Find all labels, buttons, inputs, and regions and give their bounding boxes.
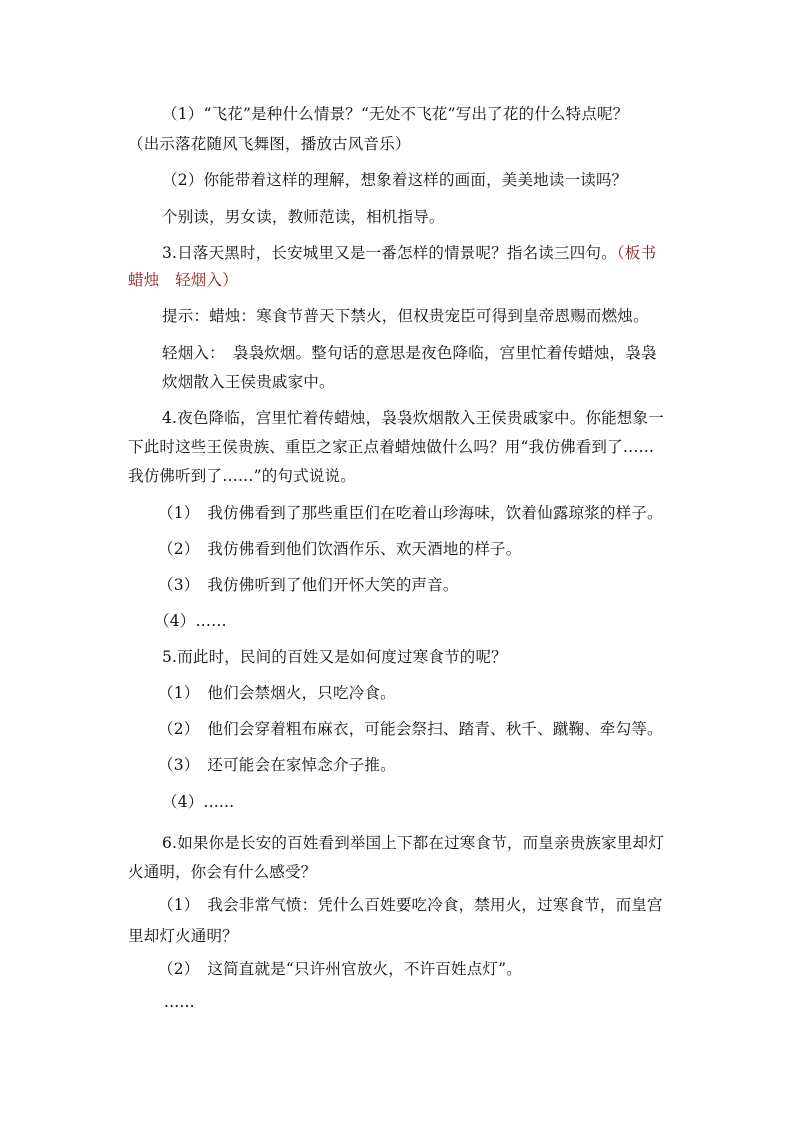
answer-6-1: （1） 我会非常气愤：凭什么百姓要吃冷食，禁用火，过寒食节，而皇宫 bbox=[158, 896, 663, 914]
step-3-question: 3.日落天黑时，长安城里又是一番怎样的情景呢？指名读三四句。 bbox=[162, 244, 617, 262]
step-5-text: 5.而此时，民间的百姓又是如何度过寒食节的呢？ bbox=[162, 648, 507, 666]
step-4-text-end: 我仿佛听到了……”的句式说说。 bbox=[128, 467, 356, 485]
board-note-content: 蜡烛 轻烟入） bbox=[128, 271, 238, 289]
question-2-text: （2）你能带着这样的理解，想象着这样的画面，美美地读一读吗？ bbox=[162, 171, 628, 189]
answer-6-2: （2） 这简直就是“只许州官放火，不许百姓点灯”。 bbox=[158, 960, 522, 978]
stage-direction-text: （出示落花随风飞舞图，播放古风音乐） bbox=[128, 135, 411, 153]
answer-4-4: （4）…… bbox=[154, 612, 227, 630]
answer-5-1: （1） 他们会禁烟火，只吃冷食。 bbox=[158, 684, 396, 702]
hint-smoke-text: 轻烟入： 袅袅炊烟。整句话的意思是夜色降临，宫里忙着传蜡烛，袅袅 bbox=[162, 344, 657, 362]
step-4-text: 4.夜色降临，宫里忙着传蜡烛，袅袅炊烟散入王侯贵戚家中。你能想象一 bbox=[162, 409, 664, 427]
hint-candle-text: 提示：蜡烛：寒食节普天下禁火，但权贵宠臣可得到皇帝恩赐而燃烛。 bbox=[162, 307, 649, 325]
reading-methods-text: 个别读，男女读，教师范读，相机指导。 bbox=[162, 208, 445, 226]
step-6-text: 6.如果你是长安的百姓看到举国上下都在过寒食节，而皇亲贵族家里却灯 bbox=[162, 834, 664, 852]
answer-5-2: （2） 他们会穿着粗布麻衣，可能会祭扫、踏青、秋千、蹴鞠、牵勾等。 bbox=[158, 720, 663, 738]
answer-5-4: （4）...... bbox=[162, 793, 235, 811]
answer-4-2: （2） 我仿佛看到他们饮酒作乐、欢天酒地的样子。 bbox=[158, 540, 522, 558]
board-note-open: （板书 bbox=[616, 244, 657, 262]
step-4-text-cont: 下此时这些王侯贵族、重臣之家正点着蜡烛做什么吗？用“我仿佛看到了…… bbox=[128, 438, 655, 456]
hint-smoke-text-cont: 炊烟散入王侯贵戚家中。 bbox=[162, 373, 335, 391]
step-3-text bbox=[162, 243, 656, 263]
answer-6-ellipsis: ...... bbox=[164, 993, 195, 1011]
answer-5-3: （3） 还可能会在家悼念介子推。 bbox=[158, 756, 396, 774]
step-6-text-cont: 火通明，你会有什么感受？ bbox=[128, 863, 317, 881]
answer-4-1: （1） 我仿佛看到了那些重臣们在吃着山珍海味，饮着仙露琼浆的样子。 bbox=[158, 504, 663, 522]
question-1-text: （1）“飞花”是种什么情景？“无处不飞花”写出了花的什么特点呢？ bbox=[162, 105, 629, 123]
answer-6-1-cont: 里却灯火通明？ bbox=[128, 927, 238, 945]
answer-4-3: （3） 我仿佛听到了他们开怀大笑的声音。 bbox=[158, 576, 459, 594]
